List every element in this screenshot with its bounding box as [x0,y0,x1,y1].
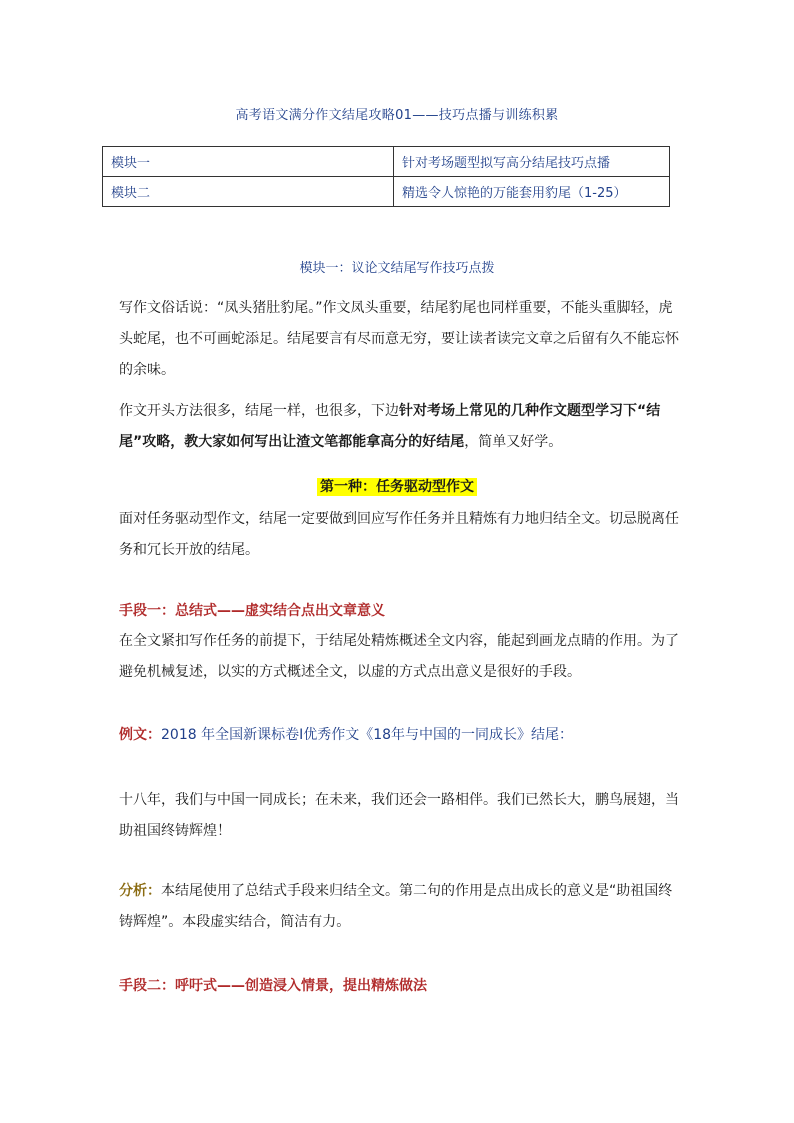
document-title: 高考语文满分作文结尾攻略01——技巧点播与训练积累 [235,108,559,123]
intro-paragraph-2 [119,396,679,458]
example-text: 十八年，我们与中国一同成长；在未来，我们还会一路相伴。我们已然长大，鹏鸟展翅，当助祖国终铸辉煌！ [119,792,679,839]
intro-text-end: ，简单又好学。 [464,434,563,450]
module-name: 模块一 [103,147,394,177]
method-heading-2: 手段二：呼吁式——创造浸入情景，提出精炼做法 [119,978,427,994]
module-name: 模块二 [103,177,394,207]
example-label: 例文： [119,727,161,743]
method-heading: 手段一：总结式——虚实结合点出文章意义 [119,603,385,619]
module-description: 精选令人惊艳的万能套用豹尾（1-25） [394,177,670,207]
analysis-paragraph [119,876,679,938]
example-line [119,720,679,751]
table-row [103,147,670,177]
table-row [103,177,670,207]
module-description: 针对考场题型拟写高分结尾技巧点播 [394,147,670,177]
method-description: 在全文紧扣写作任务的前提下，于结尾处精炼概述全文内容，能起到画龙点睛的作用。为了避免机械复述，以实的方式概述全文，以虚的方式点出意义是很好的手段。 [119,633,679,680]
analysis-label: 分析： [119,883,161,899]
module-table [102,146,670,207]
type-description: 面对任务驱动型作文，结尾一定要做到回应写作任务并且精炼有力地归结全文。切忌脱离任务和冗长开放的结尾。 [119,511,679,558]
type-heading-wrap [0,476,794,496]
intro-paragraph: 写作文俗话说：“凤头猪肚豹尾。”作文凤头重要，结尾豹尾也同样重要，不能头重脚轻，虎头蛇尾，也不可画蛇添足。结尾要言有尽而意无穷，要让读者读完文章之后留有久不能忘怀的余味。 [119,300,679,378]
section-title: 模块一：议论文结尾写作技巧点拨 [299,261,495,276]
analysis-text: 本结尾使用了总结式手段来归结全文。第二句的作用是点出成长的意义是“助祖国终铸辉煌”。本段虚实结合，简洁有力。 [119,883,673,930]
type-heading: 第一种：任务驱动型作文 [317,478,477,496]
intro-text: 作文开头方法很多，结尾一样，也很多，下边 [119,403,399,419]
example-source: 2018 年全国新课标卷Ⅰ优秀作文《18年与中国的一同成长》结尾： [161,727,574,743]
intro-emphasis: 针对考场上常见的几种作文题型学习下“结尾”攻略，教大家如何写出让渣文笔都能拿高分的好结尾 [119,403,661,450]
